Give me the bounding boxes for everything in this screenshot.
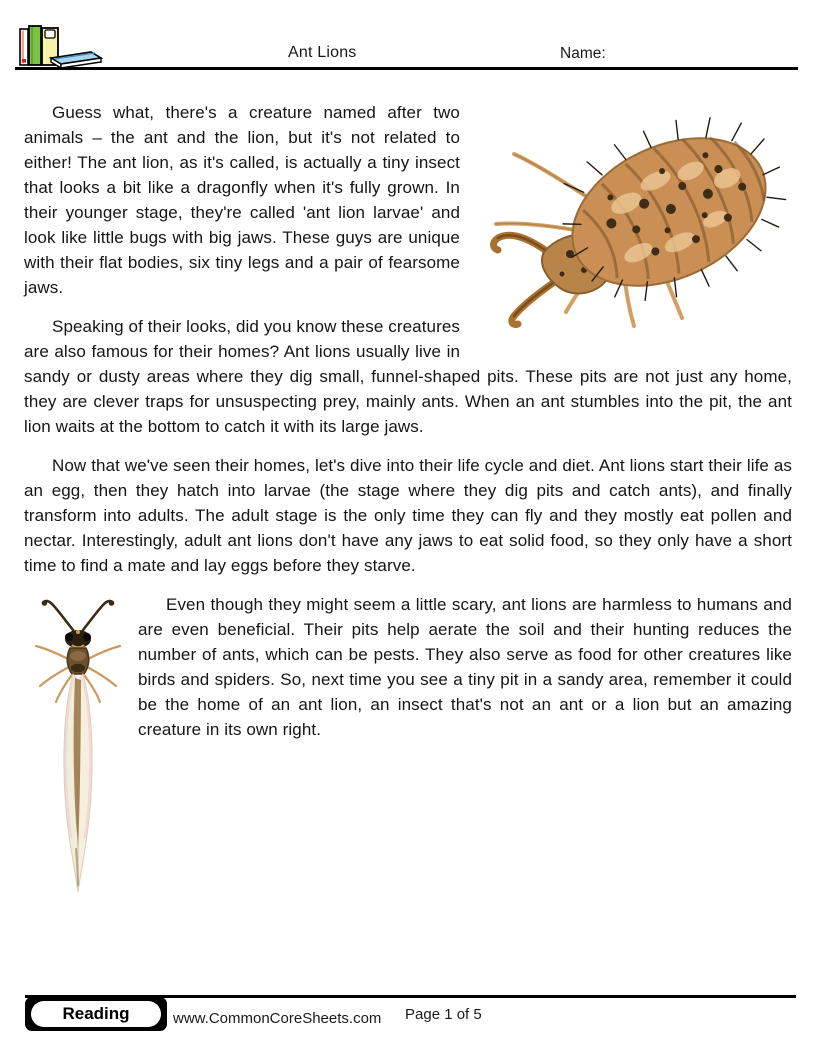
page-indicator: Page 1 of 5	[405, 1006, 482, 1023]
header	[0, 0, 816, 70]
books-logo-icon	[17, 22, 105, 68]
worksheet-body	[0, 70, 816, 908]
ant-lion-larva-photo	[474, 102, 792, 332]
footer	[0, 995, 816, 1055]
page-title: Ant Lions	[288, 44, 357, 61]
category-badge-label: Reading	[62, 1004, 130, 1023]
name-label: Name:	[560, 45, 606, 62]
paragraph-3: Now that we've seen their homes, let's dive into their life cycle and diet. Ant lions start their life as an egg, then they hatch into larvae (the stage where they dig pits and catch ants), and finally transform into adults. The adult stage is the only time they can fly and they mostly eat pollen and nectar. Interestingly, adult ant lions don't have any jaws to eat solid food, so they only have a short time to find a mate and lay eggs before they starve.	[24, 456, 792, 575]
paragraph-1: Guess what, there's a creature named after two animals – the ant and the lion, but it's not related to either! The ant lion, as it's called, is actually a tiny insect that looks a bit like a dragonfly when it's fully grown. In their younger stage, they're called 'ant lion larvae' and look like little bugs with big jaws. These guys are unique with their flat bodies, six tiny legs and a pair of fearsome jaws.	[24, 103, 460, 297]
paragraph-2: Speaking of their looks, did you know these creatures are also famous for their homes? Ant lions usually live in sandy or dusty areas where they dig small, funnel-shaped pits. These pits are not just any home, they are clever traps for unsuspecting prey, mainly ants. When an ant stumbles into the pit, the ant lion waits at the bottom to catch it with its large jaws.	[24, 317, 792, 436]
paragraph-4: Even though they might seem a little scary, ant lions are harmless to humans and are even beneficial. Their pits help aerate the soil and their hunting reduces the number of ants, which can be pests. They also serve as food for other creatures like birds and spiders. So, next time you see a tiny pit in a sandy area, remember it could be the home of an ant lion, an insect that's not an ant or a lion but an amazing creature in its own right.	[138, 595, 792, 739]
category-badge-pill	[31, 1001, 161, 1027]
category-badge	[25, 997, 167, 1031]
website-text: www.CommonCoreSheets.com	[173, 1010, 382, 1027]
adult-ant-lion-photo	[32, 594, 124, 902]
